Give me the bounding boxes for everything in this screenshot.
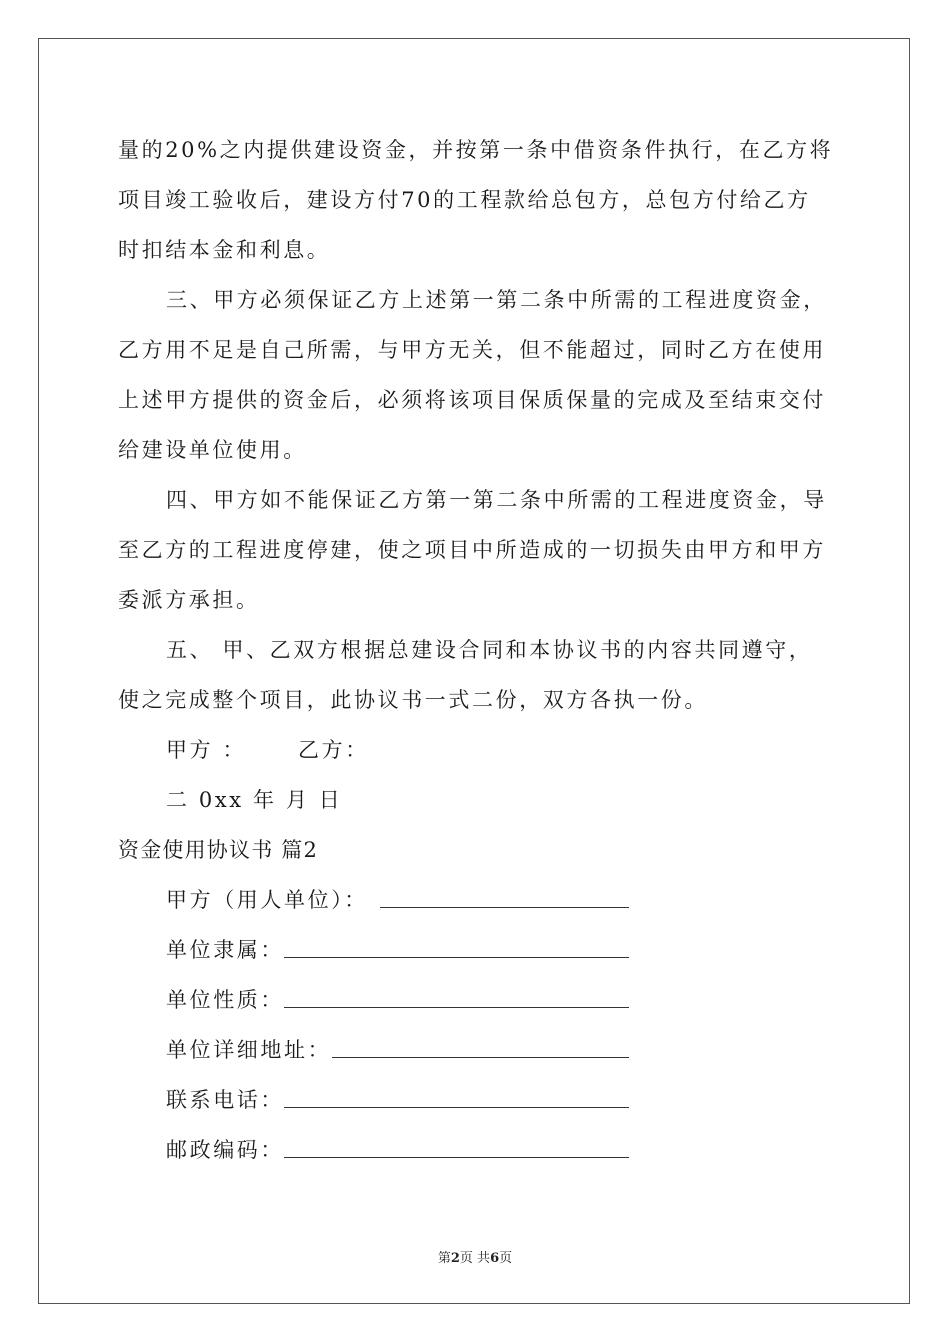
paragraph-line: 使之完成整个项目，此协议书一式二份，双方各执一份。 [118, 688, 708, 712]
footer-prefix: 第 [437, 1251, 451, 1266]
paragraph-line: 四、甲方如不能保证乙方第一第二条中所需的工程进度资金，导 [166, 488, 827, 512]
paragraph-line: 量的20%之内提供建设资金，并按第一条中借资条件执行，在乙方将 [118, 138, 834, 162]
field-label-address: 单位详细地址： [166, 1038, 332, 1062]
paragraph-line: 上述甲方提供的资金后，必须将该项目保质保量的完成及至结束交付 [118, 388, 826, 412]
paragraph-line: 时扣结本金和利息。 [118, 238, 331, 262]
paragraph-line: 五、 甲、乙双方根据总建设合同和本协议书的内容共同遵守， [166, 638, 813, 662]
paragraph-line: 至乙方的工程进度停建，使之项目中所造成的一切损失由甲方和甲方 [118, 538, 826, 562]
field-label-affiliation: 单位隶属： [166, 938, 284, 962]
field-label-postcode: 邮政编码： [166, 1138, 284, 1162]
page-border [38, 38, 910, 1304]
paragraph-line: 委派方承担。 [118, 588, 260, 612]
paragraph-line: 给建设单位使用。 [118, 438, 307, 462]
signature-party-b: 乙方： [298, 738, 369, 762]
date-line: 二 0xx 年 月 日 [166, 788, 343, 812]
section-title: 资金使用协议书 篇2 [118, 838, 319, 862]
field-blank-postcode[interactable] [284, 1157, 629, 1158]
paragraph-line: 乙方用不足是自己所需，与甲方无关，但不能超过，同时乙方在使用 [118, 338, 826, 362]
paragraph-line: 三、甲方必须保证乙方上述第一第二条中所需的工程进度资金， [166, 288, 827, 312]
footer-page-number: 2 [450, 1251, 460, 1266]
field-label-employer: 甲方（用人单位）： [166, 888, 368, 912]
page-footer [0, 1247, 950, 1266]
field-blank-address[interactable] [332, 1057, 629, 1058]
paragraph-line: 项目竣工验收后，建设方付70的工程款给总包方，总包方付给乙方 [118, 188, 811, 212]
field-blank-phone[interactable] [284, 1107, 629, 1108]
footer-suffix: 页 [499, 1251, 513, 1266]
signature-party-a: 甲方 ： [166, 738, 247, 762]
footer-total-pages: 6 [490, 1251, 500, 1266]
field-blank-employer[interactable] [380, 907, 629, 908]
field-label-phone: 联系电话： [166, 1088, 284, 1112]
footer-mid: 页 共 [459, 1251, 491, 1266]
field-blank-affiliation[interactable] [284, 957, 629, 958]
field-blank-nature[interactable] [284, 1007, 629, 1008]
field-label-nature: 单位性质： [166, 988, 284, 1012]
